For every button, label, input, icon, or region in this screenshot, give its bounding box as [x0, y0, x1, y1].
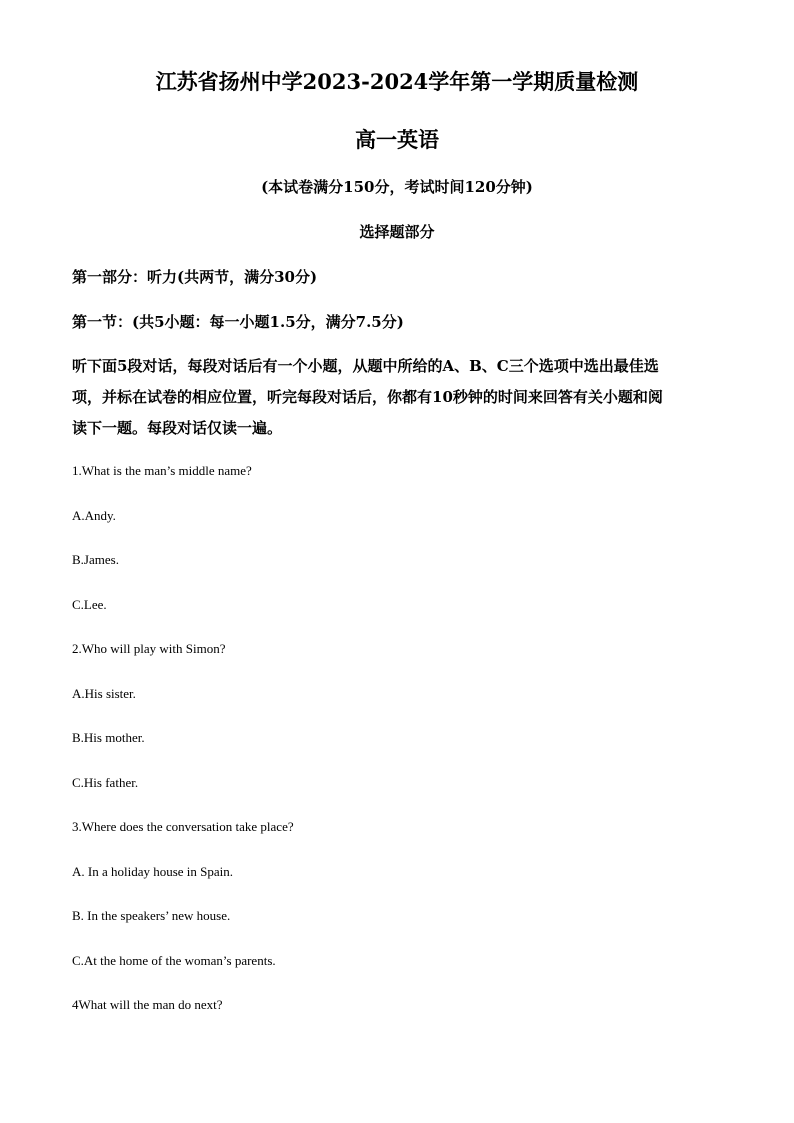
question-2-option-c: C.His father.: [72, 775, 139, 790]
question-3-option-a: A. In a holiday house in Spain.: [72, 864, 234, 879]
subsection-heading-one: 第一节：(共5小题：每一小题1.5分，满分7.5分): [72, 313, 404, 331]
question-3-option-c: C.At the home of the woman’s parents.: [72, 953, 276, 968]
instructions-line: 读下一题。每段对话仅读一遍。: [72, 419, 283, 437]
question-1-option-a: A.Andy.: [72, 508, 116, 523]
exam-title: 江苏省扬州中学2023-2024学年第一学期质量检测: [155, 69, 639, 94]
question-4: 4What will the man do next?: [72, 997, 223, 1012]
exam-info: (本试卷满分150分，考试时间120分钟): [261, 178, 533, 196]
question-2-option-a: A.His sister.: [72, 686, 136, 701]
question-1-option-b: B.James.: [72, 552, 119, 567]
section-heading-listening: 第一部分：听力(共两节，满分30分): [72, 268, 318, 286]
question-1: 1.What is the man’s middle name?: [72, 463, 252, 478]
question-2-option-b: B.His mother.: [72, 730, 145, 745]
part-name: 选择题部分: [359, 223, 435, 241]
instructions-line: 听下面5段对话，每段对话后有一个小题，从题中所给的A、B、C三个选项中选出最佳选: [72, 357, 659, 375]
question-2: 2.Who will play with Simon?: [72, 641, 226, 656]
question-3-option-b: B. In the speakers’ new house.: [72, 908, 231, 923]
question-3: 3.Where does the conversation take place?: [72, 819, 294, 834]
question-1-option-c: C.Lee.: [72, 597, 107, 612]
exam-subject: 高一英语: [355, 127, 439, 152]
instructions-line: 项，并标在试卷的相应位置，听完每段对话后，你都有10秒钟的时间来回答有关小题和阅: [72, 388, 663, 406]
